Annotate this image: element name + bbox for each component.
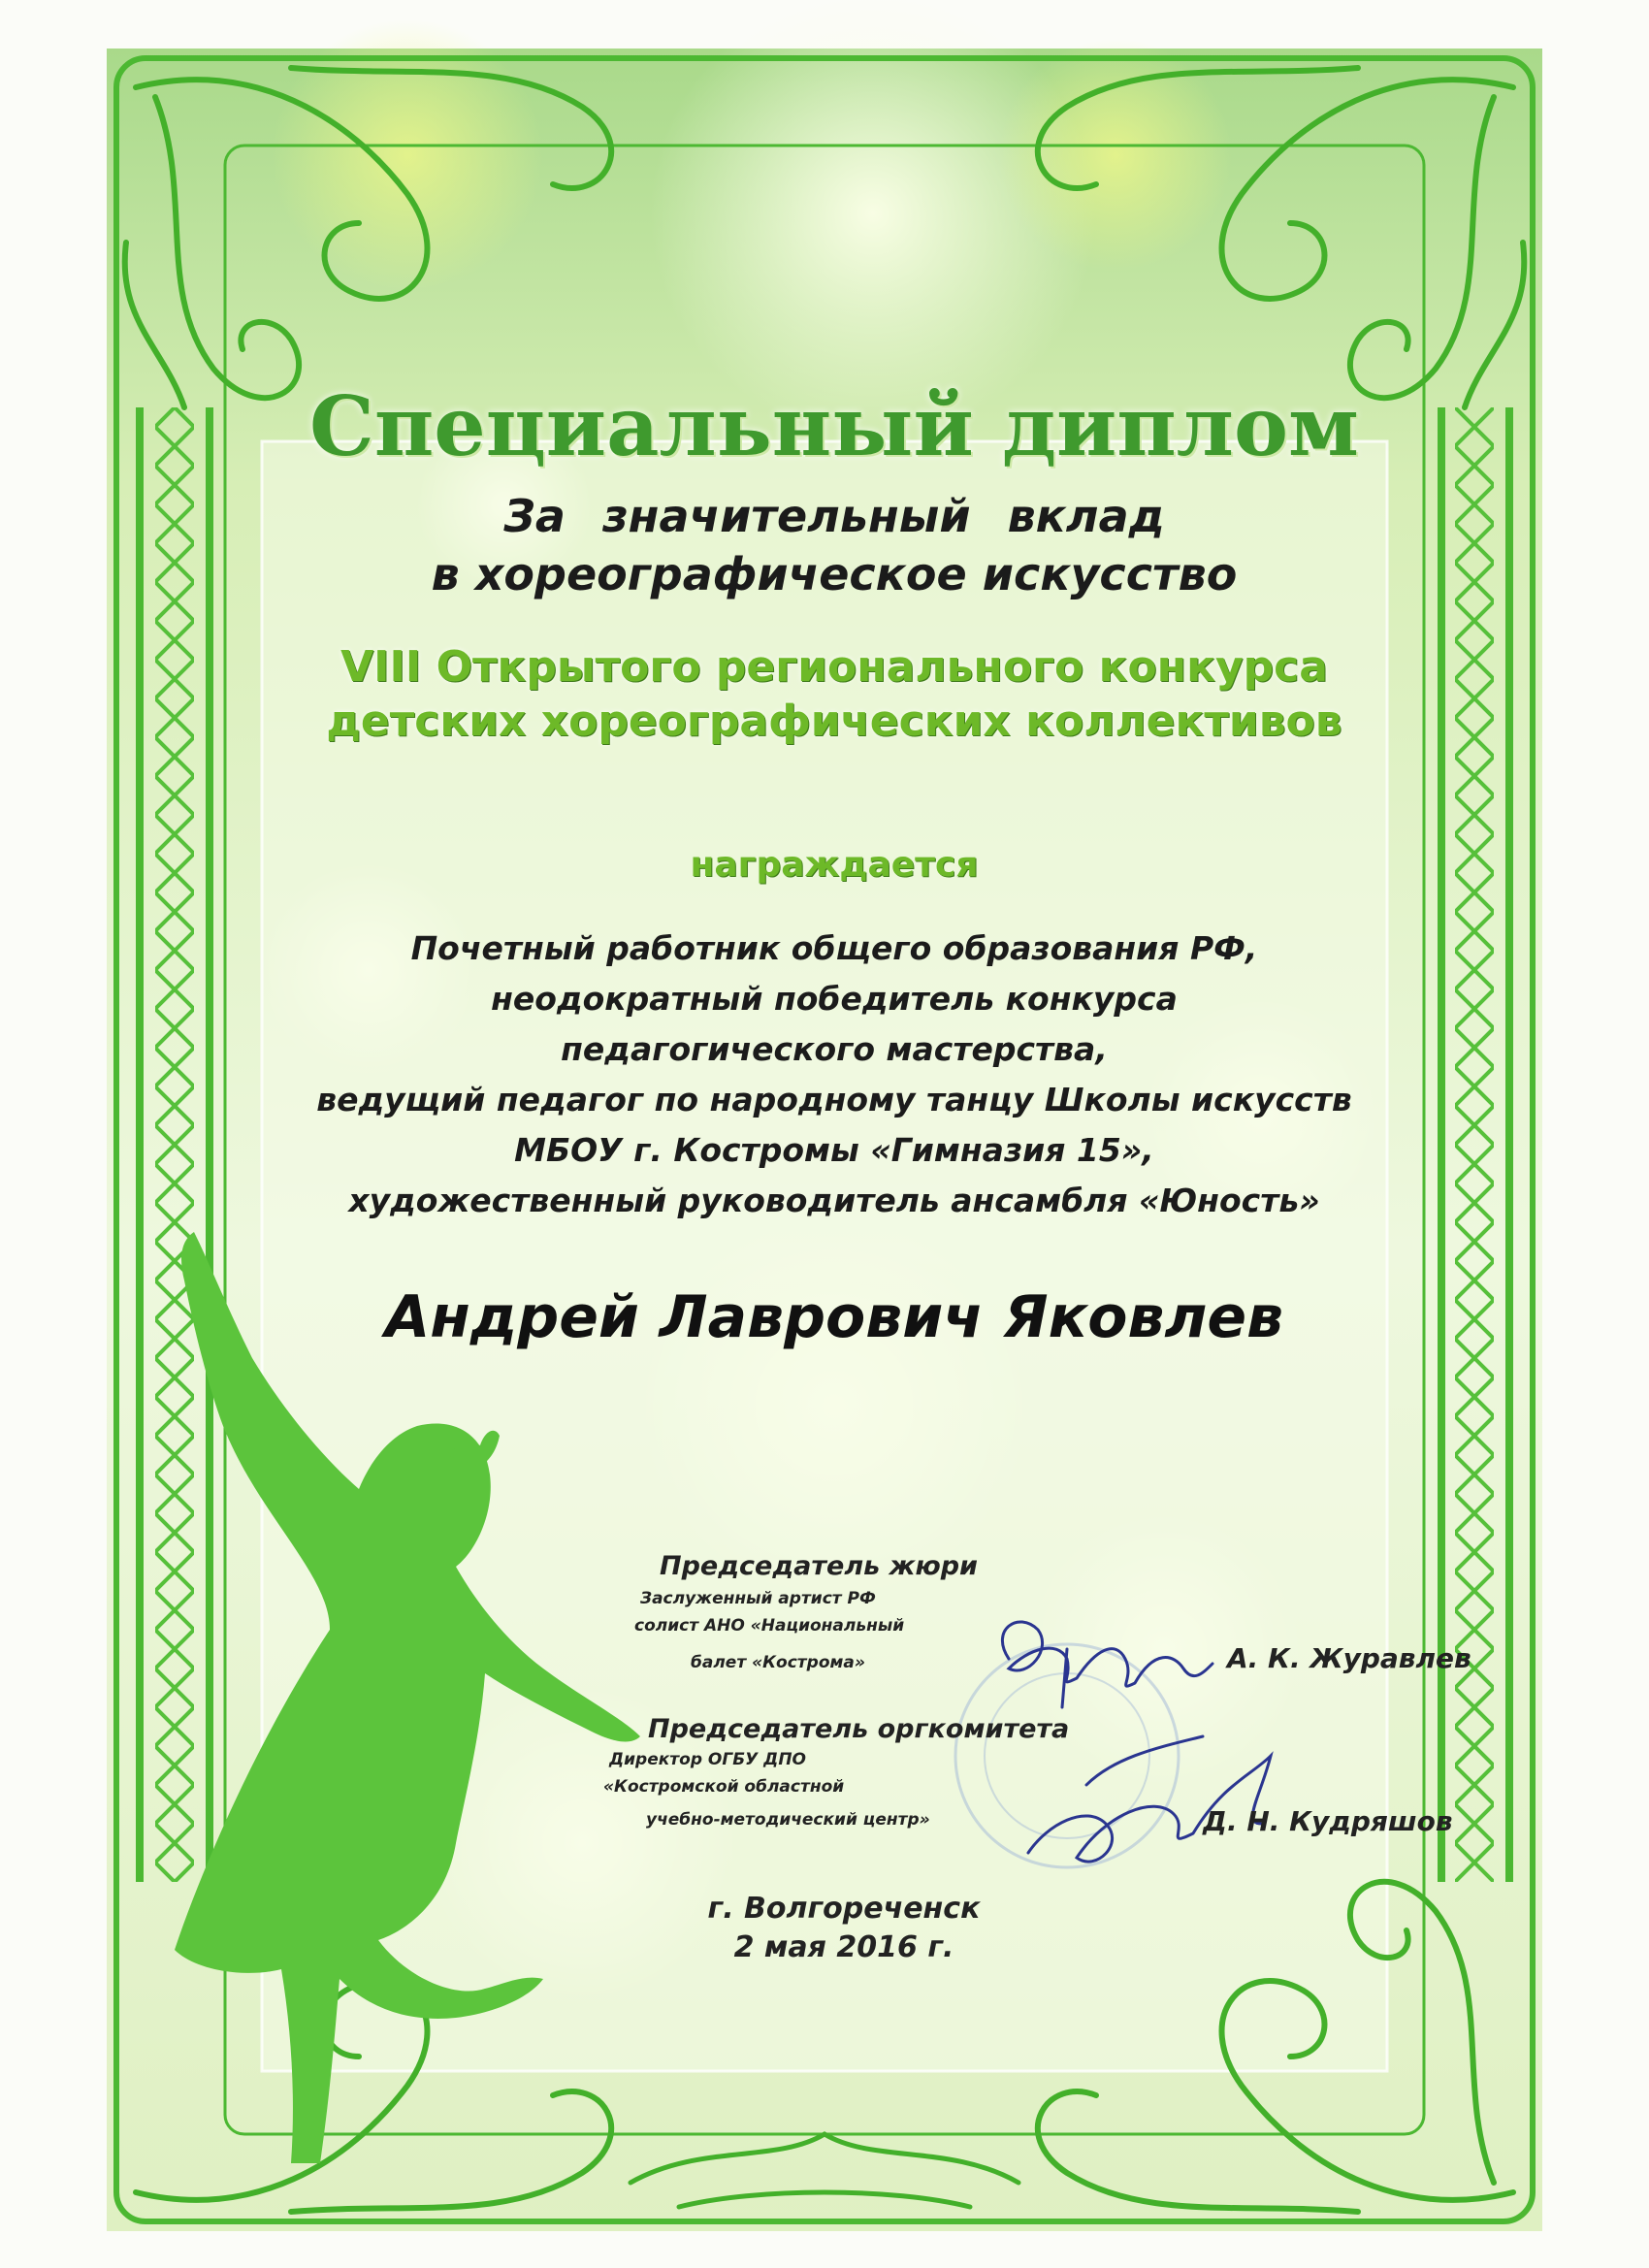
description-line: художественный руководитель ансамбля «Юность» [348,1182,1320,1219]
jury-chair-name: А. К. Журавлев [1227,1642,1471,1674]
description-line: ведущий педагог по народному танцу Школы искусств [316,1081,1352,1118]
description-line: Почетный работник общего образования РФ, [410,929,1258,967]
jury-chair-detail: Заслуженный артист РФ [640,1589,876,1608]
jury-chair-title: Председатель жюри [660,1551,978,1581]
description-line: МБОУ г. Костромы «Гимназия 15», [514,1131,1154,1169]
committee-chair-detail: «Костромской областной [603,1777,845,1797]
reason-line-1: За значительный вклад [503,490,1165,542]
description-line: неодократный победитель конкурса [491,980,1178,1018]
contest-name-line-2: детских хореографических коллективов [326,697,1342,746]
diploma-title: Специальный диплом [308,378,1360,474]
committee-chair-title: Председатель оргкомитета [648,1714,1070,1744]
committee-chair-name: Д. Н. Кудряшов [1203,1805,1453,1837]
contest-name-line-1: VIII Открытого регионального конкурса [340,642,1328,692]
description-line: педагогического мастерства, [561,1030,1108,1068]
reason-line-2: в хореографическое искусство [431,548,1238,600]
jury-chair-detail: солист АНО «Национальный [634,1616,905,1636]
committee-chair-detail: учебно-методический центр» [646,1810,930,1830]
awarded-label: награждается [690,845,979,885]
committee-chair-detail: Директор ОГБУ ДПО [609,1750,806,1769]
issue-date: 2 мая 2016 г. [733,1930,954,1964]
jury-chair-detail: балет «Кострома» [691,1653,865,1672]
recipient-name: Андрей Лаврович Яковлев [384,1283,1284,1351]
issue-city: г. Волгореченск [707,1892,981,1926]
